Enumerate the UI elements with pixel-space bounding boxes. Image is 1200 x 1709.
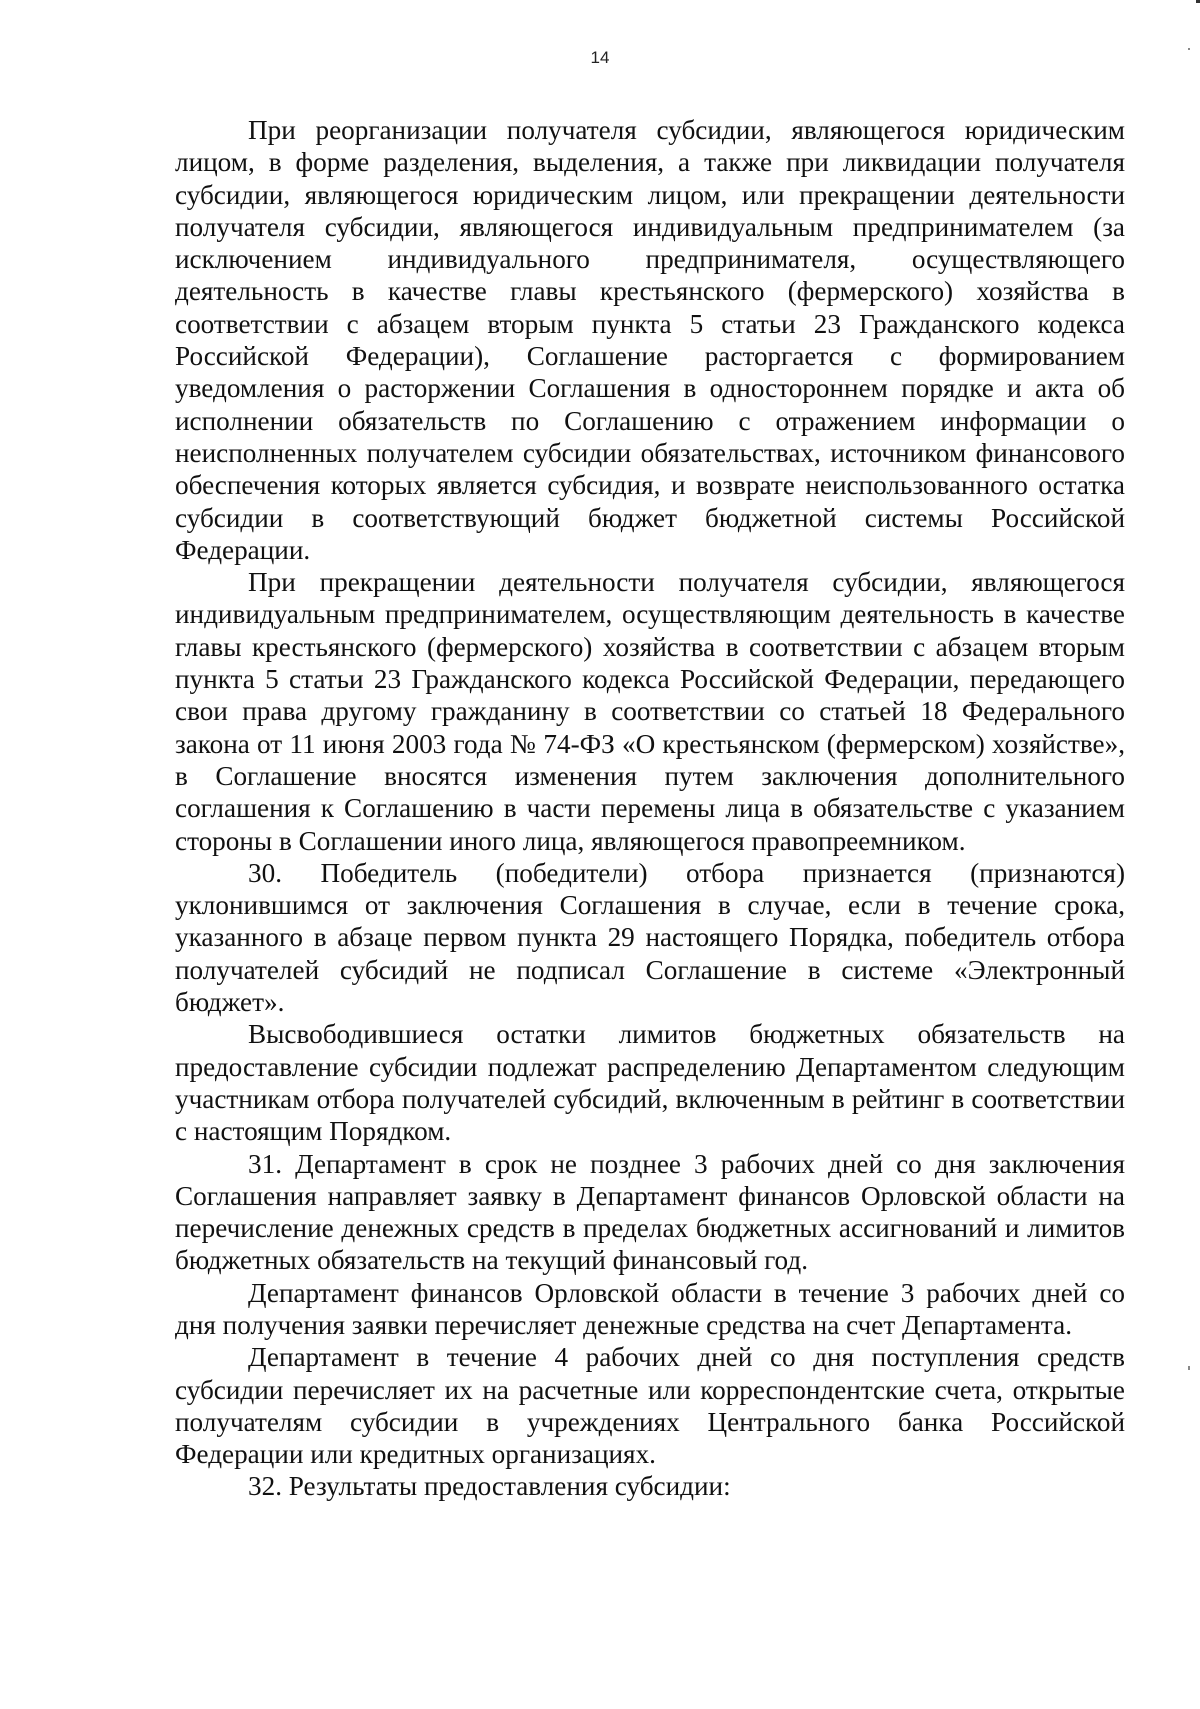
paragraph-item-31: 31. Департамент в срок не позднее 3 рабочих дней со дня заключения Соглашения направляет заявку в Департамент финансов Орловской области на перечисление денежных средств в пределах бюджетных ассигнований и лимитов бюджетных обязательств на текущий финансовый год. — [175, 1148, 1125, 1276]
scan-artifact-side — [1188, 1366, 1190, 1370]
paragraph-termination-entrepreneur: При прекращении деятельности получателя субсидии, являющегося индивидуальным предпринимателем, осуществляющим деятельность в качестве главы крестьянского (фермерского) хозяйства в соответствии с абзацем вторым пункта 5 статьи 23 Гражданского кодекса Российской Федерации, передающего свои права другому гражданину в соответствии со статьей 18 Федерального закона от 11 июня 2003 года № 74-ФЗ «О крестьянском (фермерском) хозяйстве», в Соглашение вносятся изменения путем заключения дополнительного соглашения к Соглашению в части перемены лица в обязательстве с указанием стороны в Соглашении иного лица, являющегося правопреемником. — [175, 567, 1125, 856]
document-body — [175, 114, 1125, 1503]
page-number: 14 — [590, 48, 610, 67]
scan-artifact-side — [1188, 48, 1190, 50]
scan-artifact-top — [1196, 0, 1200, 3]
paragraph-reorganization: При реорганизации получателя субсидии, являющегося юридическим лицом, в форме разделения, выделения, а также при ликвидации получателя субсидии, являющегося юридическим лицом, или прекращении деятельности получателя субсидии, являющегося индивидуальным предпринимателем (за исключением индивидуального предпринимателя, осуществляющего деятельность в качестве главы крестьянского (фермерского) хозяйства в соответствии с абзацем вторым пункта 5 статьи 23 Гражданского кодекса Российской Федерации), Соглашение расторгается с формированием уведомления о расторжении Соглашения в одностороннем порядке и акта об исполнении обязательств по Соглашению с отражением информации о неисполненных получателем субсидии обязательствах, источником финансового обеспечения которых является субсидия, и возврате неиспользованного остатка субсидии в соответствующий бюджет бюджетной системы Российской Федерации. — [175, 115, 1125, 565]
paragraph-department-transfer: Департамент в течение 4 рабочих дней со дня поступления средств субсидии перечисляет их на расчетные или корреспондентские счета, открытые получателям субсидии в учреждениях Центрального банка Российской Федерации или кредитных организациях. — [175, 1342, 1125, 1470]
paragraph-finance-department-transfer: Департамент финансов Орловской области в течение 3 рабочих дней со дня получения заявки перечисляет денежные средства на счет Департамента. — [175, 1277, 1125, 1340]
paragraph-released-limits: Высвободившиеся остатки лимитов бюджетных обязательств на предоставление субсидии подлежат распределению Департаментом следующим участникам отбора получателей субсидий, включенным в рейтинг в соответствии с настоящим Порядком. — [175, 1019, 1125, 1147]
paragraph-item-30: 30. Победитель (победители) отбора признается (признаются) уклонившимся от заключения Соглашения в случае, если в течение срока, указанного в абзаце первом пункта 29 настоящего Порядка, победитель отбора получателей субсидий не подписал Соглашение в системе «Электронный бюджет». — [175, 857, 1125, 1018]
paragraph-item-32: 32. Результаты предоставления субсидии: — [248, 1471, 731, 1502]
